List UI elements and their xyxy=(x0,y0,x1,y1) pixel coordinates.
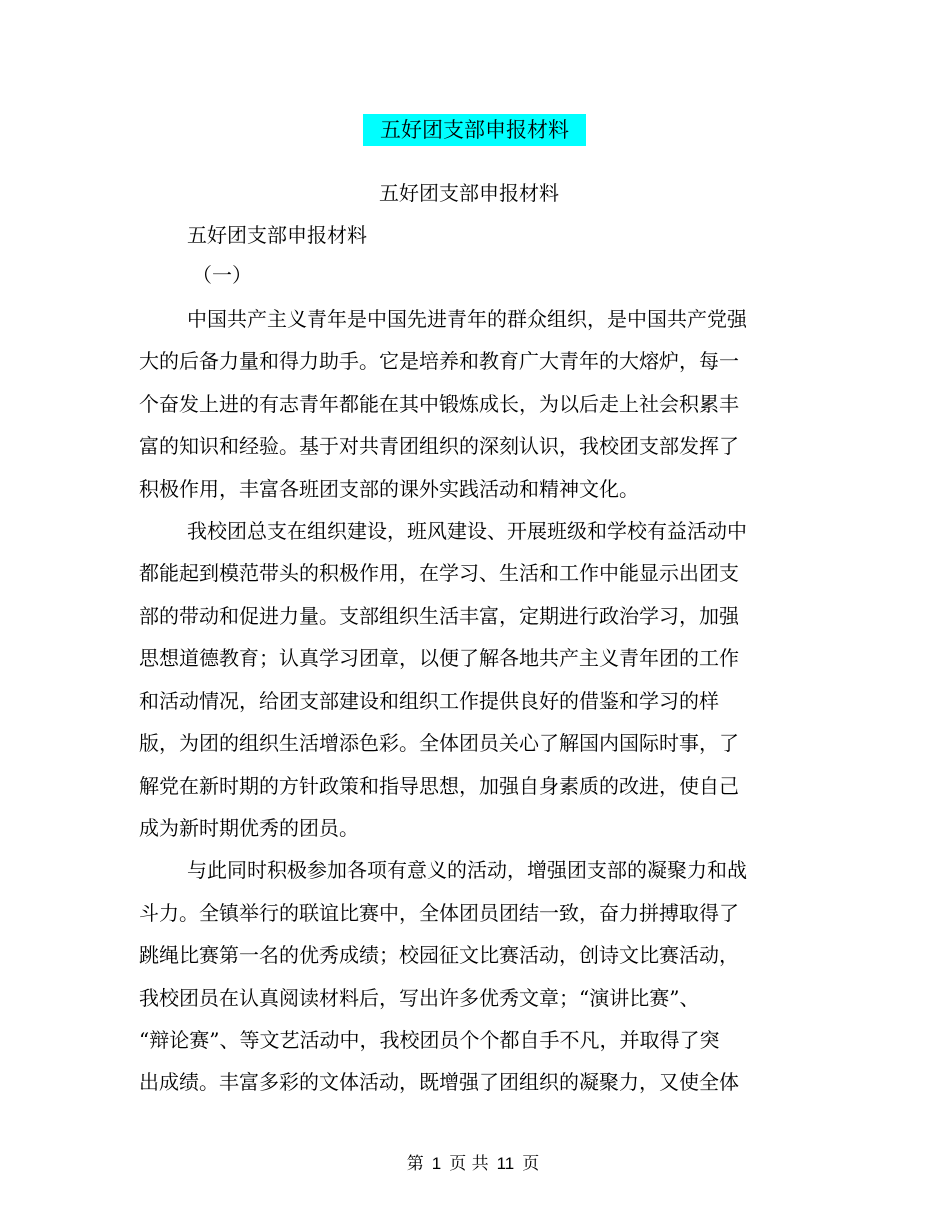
text-line: 跳绳比赛第一名的优秀成绩；校园征文比赛活动，创诗文比赛活动， xyxy=(139,943,739,967)
text-line: 都能起到模范带头的积极作用，在学习、生活和工作中能显示出团支 xyxy=(139,561,739,585)
text-line: 思想道德教育；认真学习团章，以便了解各地共产主义青年团的工作 xyxy=(139,646,739,670)
footer-suffix: 页 xyxy=(522,1154,540,1174)
text-line: 部的带动和促进力量。支部组织生活丰富，定期进行政治学习，加强 xyxy=(139,604,739,628)
text-line: 中国共产主义青年是中国先进青年的群众组织，是中国共产党强 xyxy=(187,307,747,331)
text-line: 我校团员在认真阅读材料后，写出许多优秀文章；“演讲比赛”、 xyxy=(139,986,700,1010)
text-line: 出成绩。丰富多彩的文体活动，既增强了团组织的凝聚力，又使全体 xyxy=(139,1070,739,1094)
text-line: 解党在新时期的方针政策和指导思想，加强自身素质的改进，使自己 xyxy=(139,774,739,798)
text-line: 和活动情况，给团支部建设和组织工作提供良好的借鉴和学习的样 xyxy=(139,689,719,713)
text-line: 成为新时期优秀的团员。 xyxy=(139,816,359,840)
text-line: 五好团支部申报材料 xyxy=(187,223,367,247)
footer-page-number: 1 xyxy=(431,1154,442,1173)
footer-prefix: 第 xyxy=(406,1154,424,1174)
text-line: 斗力。全镇举行的联谊比赛中，全体团员团结一致，奋力拼搏取得了 xyxy=(139,901,739,925)
text-line: 积极作用，丰富各班团支部的课外实践活动和精神文化。 xyxy=(139,477,639,501)
text-line: 富的知识和经验。基于对共青团组织的深刻认识，我校团支部发挥了 xyxy=(139,434,739,458)
text-line: 版，为团的组织生活增添色彩。全体团员关心了解国内国际时事，了 xyxy=(139,731,739,755)
text-line: （一） xyxy=(192,263,252,287)
footer-total-pages: 11 xyxy=(496,1154,515,1173)
page-footer xyxy=(0,1150,946,1178)
text-line: 与此同时积极参加各项有意义的活动，增强团支部的凝聚力和战 xyxy=(187,858,747,882)
footer-middle: 页 共 xyxy=(449,1154,489,1174)
document-subtitle: 五好团支部申报材料 xyxy=(379,181,559,205)
text-line: “辩论赛”、等文艺活动中，我校团员个个都自手不凡，并取得了突 xyxy=(139,1028,720,1052)
text-line: 个奋发上进的有志青年都能在其中锻炼成长，为以后走上社会积累丰 xyxy=(139,392,739,416)
page-title: 五好团支部申报材料 xyxy=(363,114,586,146)
text-line: 大的后备力量和得力助手。它是培养和教育广大青年的大熔炉，每一 xyxy=(139,349,739,373)
text-line: 我校团总支在组织建设，班风建设、开展班级和学校有益活动中 xyxy=(187,519,747,543)
